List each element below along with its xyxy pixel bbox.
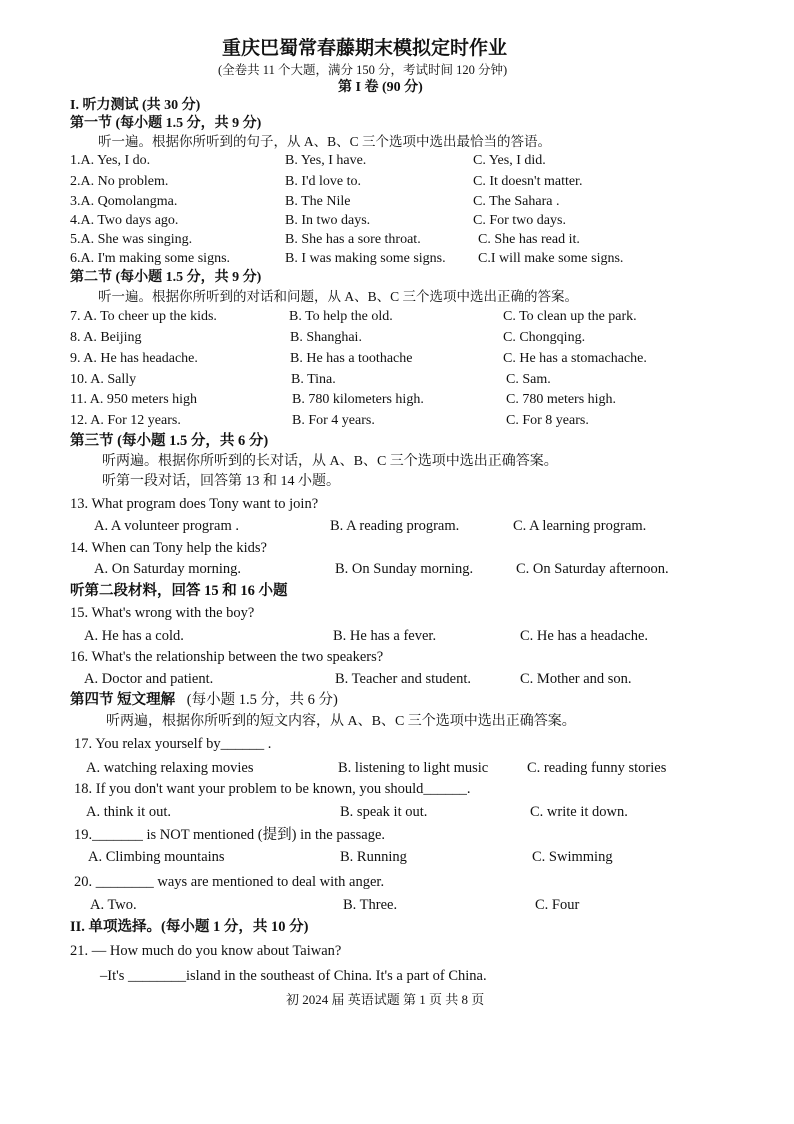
q5-option-b: B. She has a sore throat.	[285, 232, 421, 247]
section3-instruction: 听两遍。根据你所听到的长对话，从 A、B、C 三个选项中选出正确答案。	[102, 454, 558, 469]
q17-option-b: B. listening to light music	[338, 760, 489, 776]
q3-option-b: B. The Nile	[285, 194, 351, 209]
q5-option-c: C. She has read it.	[478, 232, 580, 247]
q18-option-a: A. think it out.	[86, 804, 171, 820]
q20-question: 20. ________ ways are mentioned to deal with anger.	[74, 874, 385, 890]
q15-option-a: A. He has a cold.	[84, 628, 184, 644]
q19-question: 19._______ is NOT mentioned (提到) in the passage.	[74, 827, 386, 843]
q20-option-b: B. Three.	[343, 897, 398, 913]
q16-option-b: B. Teacher and student.	[335, 671, 472, 687]
q6-option-b: B. I was making some signs.	[285, 251, 446, 266]
q18-option-b: B. speak it out.	[340, 804, 428, 820]
q14-option-c: C. On Saturday afternoon.	[516, 561, 669, 577]
volume-label: 第 I 卷 (90 分)	[338, 80, 423, 95]
q4-option-b: B. In two days.	[285, 213, 371, 228]
q3-option-c: C. The Sahara .	[473, 194, 560, 209]
section2-heading: 第二节 (每小题 1.5 分，共 9 分)	[70, 270, 262, 285]
page-title: 重庆巴蜀常春藤期末模拟定时作业	[222, 37, 508, 59]
q1-option-c: C. Yes, I did.	[473, 153, 546, 168]
q19-option-a: A. Climbing mountains	[88, 849, 225, 865]
q6-option-c: C.I will make some signs.	[478, 251, 624, 266]
q15-question: 15. What's wrong with the boy?	[70, 605, 255, 621]
q1-option-b: B. Yes, I have.	[285, 153, 367, 168]
section1-heading: 第一节 (每小题 1.5 分，共 9 分)	[70, 116, 262, 131]
q9-option-c: C. He has a stomachache.	[503, 351, 647, 366]
dialog1-instruction: 听第一段对话，回答第 13 和 14 小题。	[102, 474, 340, 489]
q12-option-c: C. For 8 years.	[506, 413, 589, 428]
q6-option-a: 6.A. I'm making some signs.	[70, 251, 231, 266]
q11-option-a: 11. A. 950 meters high	[70, 392, 198, 407]
dialog2-instruction: 听第二段材料，回答 15 和 16 小题	[70, 583, 288, 599]
q16-option-a: A. Doctor and patient.	[84, 671, 214, 687]
exam-subtitle: (全卷共 11 个大题，满分 150 分，考试时间 120 分钟)	[218, 63, 508, 77]
q4-option-c: C. For two days.	[473, 213, 566, 228]
q10-option-a: 10. A. Sally	[70, 372, 137, 387]
q16-option-c: C. Mother and son.	[520, 671, 632, 687]
q9-option-b: B. He has a toothache	[290, 351, 413, 366]
section3-heading: 第三节 (每小题 1.5 分，共 6 分)	[70, 433, 269, 449]
q5-option-a: 5.A. She was singing.	[70, 232, 193, 247]
q18-option-c: C. write it down.	[530, 804, 628, 820]
q2-option-c: C. It doesn't matter.	[473, 174, 583, 189]
q8-option-c: C. Chongqing.	[503, 330, 586, 345]
section4-heading	[70, 692, 338, 708]
q17-option-c: C. reading funny stories	[527, 760, 667, 776]
q14-option-a: A. On Saturday morning.	[94, 561, 241, 577]
q21-question: 21. — How much do you know about Taiwan?	[70, 943, 342, 959]
q21-answer-line: –It's ________island in the southeast of China. It's a part of China.	[100, 968, 487, 984]
q20-option-c: C. Four	[535, 897, 580, 913]
q10-option-c: C. Sam.	[506, 372, 551, 387]
q8-option-b: B. Shanghai.	[290, 330, 362, 345]
q13-option-c: C. A learning program.	[513, 518, 647, 534]
section4-heading-bold: 第四节 短文理解	[70, 692, 176, 708]
q7-option-b: B. To help the old.	[289, 309, 393, 324]
q11-option-c: C. 780 meters high.	[506, 392, 617, 407]
q13-question: 13. What program does Tony want to join?	[70, 496, 319, 512]
part2-heading: II. 单项选择。(每小题 1 分，共 10 分)	[70, 919, 309, 935]
q20-option-a: A. Two.	[90, 897, 137, 913]
q9-option-a: 9. A. He has headache.	[70, 351, 198, 366]
page-footer: 初 2024 届 英语试题 第 1 页 共 8 页	[286, 992, 485, 1007]
q13-option-b: B. A reading program.	[330, 518, 460, 534]
q10-option-b: B. Tina.	[291, 372, 336, 387]
q17-option-a: A. watching relaxing movies	[86, 760, 254, 776]
q8-option-a: 8. A. Beijing	[70, 330, 142, 345]
part1-heading: I. 听力测试 (共 30 分)	[70, 98, 201, 113]
q19-option-c: C. Swimming	[532, 849, 613, 865]
q11-option-b: B. 780 kilometers high.	[292, 392, 424, 407]
q19-option-b: B. Running	[340, 849, 407, 865]
q7-option-c: C. To clean up the park.	[503, 309, 637, 324]
q17-question: 17. You relax yourself by______ .	[74, 736, 272, 752]
section4-instruction: 听两遍，根据你所听到的短文内容，从 A、B、C 三个选项中选出正确答案。	[106, 714, 576, 729]
section4-heading-scoring: (每小题 1.5 分，共 6 分)	[186, 692, 338, 708]
q12-option-b: B. For 4 years.	[292, 413, 375, 428]
q1-option-a: 1.A. Yes, I do.	[70, 153, 151, 168]
q3-option-a: 3.A. Qomolangma.	[70, 194, 178, 209]
q14-question: 14. When can Tony help the kids?	[70, 540, 267, 556]
q13-option-a: A. A volunteer program .	[94, 518, 239, 534]
q16-question: 16. What's the relationship between the two speakers?	[70, 649, 384, 665]
q2-option-b: B. I'd love to.	[285, 174, 362, 189]
q15-option-b: B. He has a fever.	[333, 628, 437, 644]
section1-instruction: 听一遍。根据你所听到的句子，从 A、B、C 三个选项中选出最恰当的答语。	[98, 134, 552, 149]
q12-option-a: 12. A. For 12 years.	[70, 413, 181, 428]
q15-option-c: C. He has a headache.	[520, 628, 649, 644]
q14-option-b: B. On Sunday morning.	[335, 561, 474, 577]
q7-option-a: 7. A. To cheer up the kids.	[70, 309, 217, 324]
q4-option-a: 4.A. Two days ago.	[70, 213, 179, 228]
section2-instruction: 听一遍。根据你所听到的对话和问题，从 A、B、C 三个选项中选出正确的答案。	[98, 289, 579, 304]
q2-option-a: 2.A. No problem.	[70, 174, 169, 189]
q18-question: 18. If you don't want your problem to be known, you should______.	[74, 781, 471, 797]
